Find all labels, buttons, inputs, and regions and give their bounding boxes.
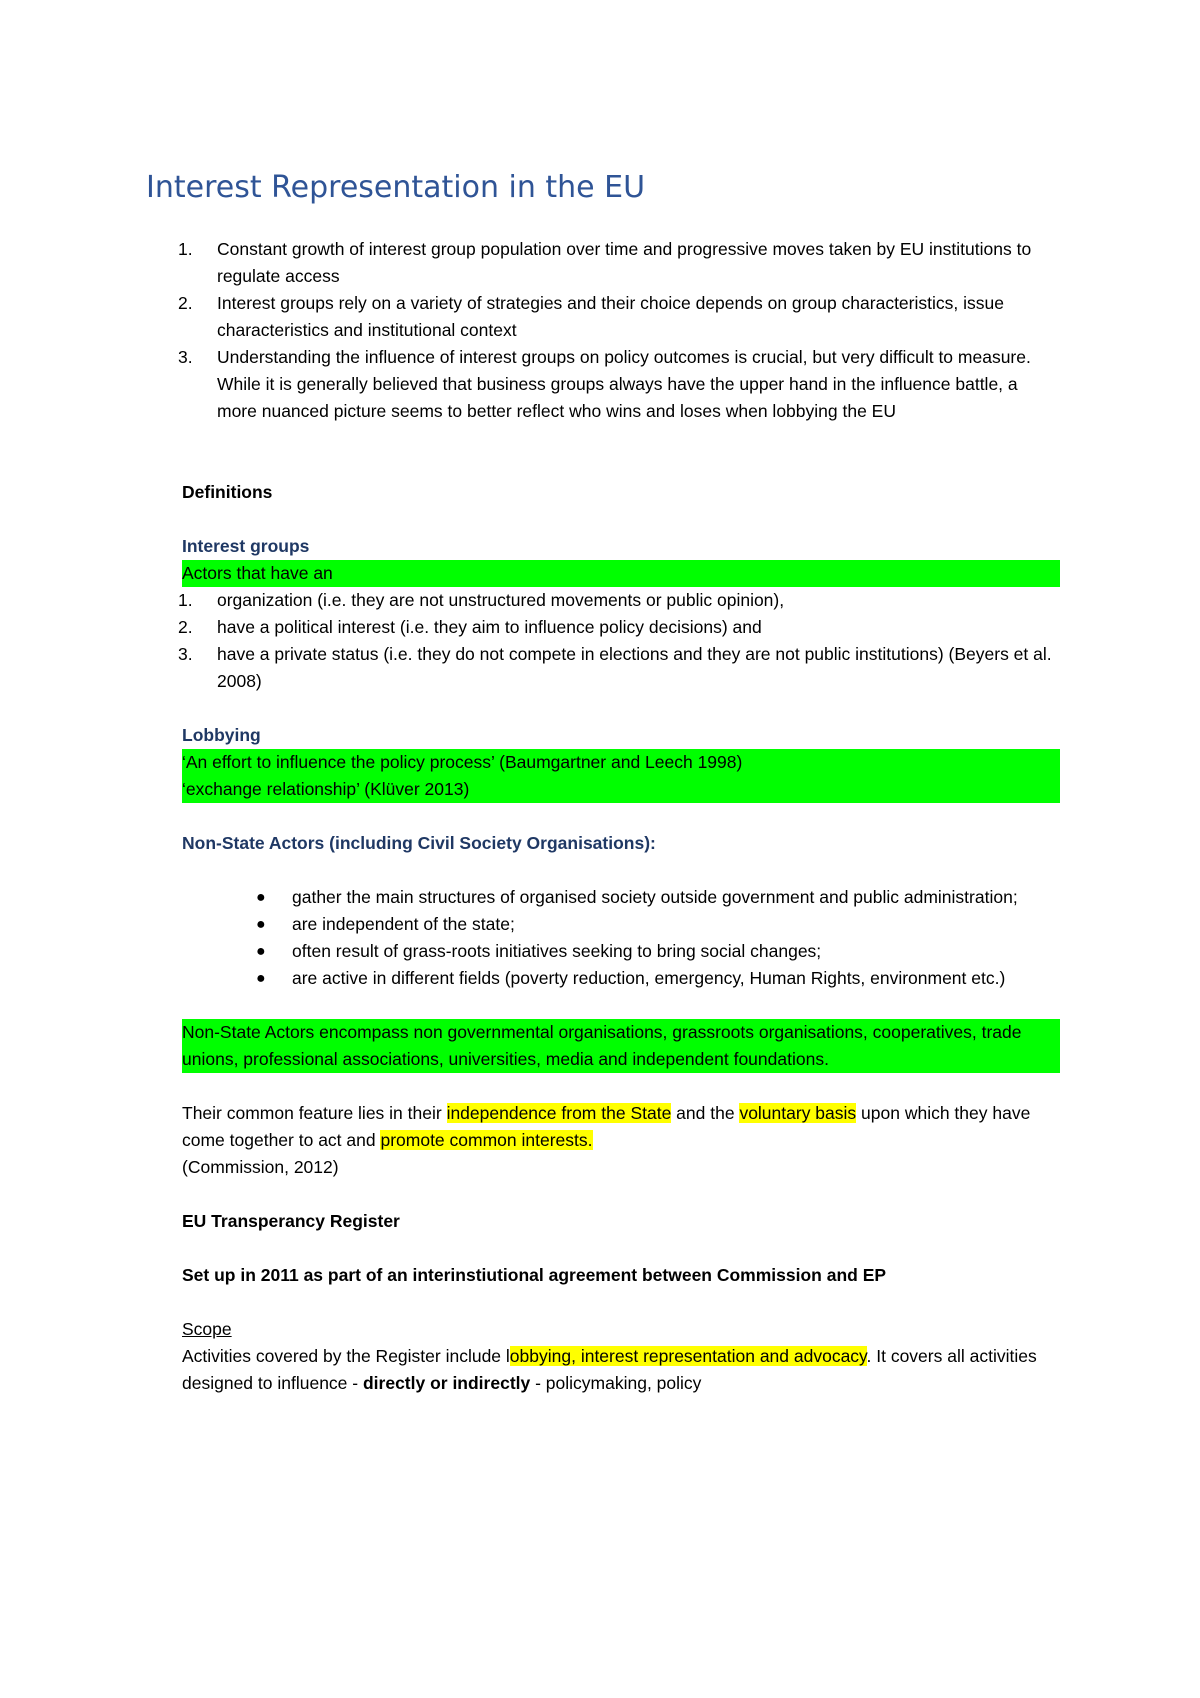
list-item: [144, 587, 1062, 614]
list-text: often result of grass-roots initiatives seeking to bring social changes;: [292, 941, 822, 961]
bullet-icon: ●: [256, 889, 266, 906]
scope-label: Scope: [182, 1319, 232, 1339]
text-run: upon which they have come together to act and: [182, 1103, 1031, 1150]
list-item: [144, 344, 1062, 425]
list-number: 3.: [178, 644, 193, 664]
list-text: Interest groups rely on a variety of strategies and their choice depends on group characteristics, issue characteristics and institutional context: [217, 293, 1004, 340]
highlight-independence: independence from the State: [446, 1103, 672, 1123]
text-run: Activities covered by the Register include l: [182, 1346, 510, 1366]
text-run: - policymaking, policy: [530, 1373, 702, 1393]
non-state-heading-bold: Non-State Actors: [182, 833, 325, 853]
register-setup: Set up in 2011 as part of an interinstiutional agreement between Commission and EP: [182, 1265, 887, 1285]
list-item: [164, 938, 1062, 965]
list-text: organization (i.e. they are not unstructured movements or public opinion),: [217, 590, 785, 610]
list-item: [144, 290, 1062, 344]
text-run: Their common feature lies in their: [182, 1103, 447, 1123]
lobbying-definitions: [182, 749, 1060, 803]
list-item: [144, 641, 1062, 695]
lobbying-definition-1: ‘An effort to influence the policy process’ (Baumgartner and Leech 1998): [182, 752, 743, 772]
text-run: . It covers all activities designed to influence -: [182, 1346, 1037, 1393]
scope-paragraph: [182, 1343, 1062, 1397]
list-item: [164, 911, 1062, 938]
list-text: have a political interest (i.e. they aim to influence policy decisions) and: [217, 617, 762, 637]
list-number: 1.: [178, 590, 193, 610]
bullet-icon: ●: [256, 970, 266, 987]
list-text: Understanding the influence of interest groups on policy outcomes is crucial, but very difficult to measure. While it is generally believed that business groups always have the upper hand in the influence battle, a more nuanced picture seems to better reflect who wins and loses when lobbying the EU: [217, 347, 1031, 421]
highlight-lobbying-activities: obbying, interest representation and advocacy: [509, 1346, 867, 1366]
page-title: Interest Representation in the EU: [146, 170, 646, 205]
list-number: 3.: [178, 347, 193, 367]
list-item: [164, 965, 1062, 992]
list-text: Constant growth of interest group population over time and progressive moves taken by EU institutions to regulate access: [217, 239, 1032, 286]
register-heading: EU Transperancy Register: [182, 1211, 400, 1231]
interest-groups-lead: Actors that have an: [182, 560, 1060, 587]
list-number: 1.: [178, 239, 193, 259]
interest-groups-list: [178, 587, 1062, 695]
highlight-common-interests: promote common interests.: [380, 1130, 593, 1150]
interest-groups-heading: Interest groups: [182, 536, 310, 556]
bold-directly-indirectly: directly or indirectly: [362, 1373, 531, 1393]
non-state-actors-highlight: Non-State Actors encompass non governmental organisations, grassroots organisations, cooperatives, trade unions, professional associations, universities, media and independent foundations.: [182, 1019, 1060, 1073]
text-run: and the: [671, 1103, 740, 1123]
non-state-actors-bullets: [182, 884, 1062, 992]
lobbying-heading: Lobbying: [182, 725, 261, 745]
list-item: [144, 236, 1062, 290]
commission-citation: (Commission, 2012): [182, 1157, 339, 1177]
non-state-heading-rest: (including Civil Society Organisations):: [324, 833, 656, 853]
list-number: 2.: [178, 617, 193, 637]
document-body: [178, 236, 1062, 1397]
list-text: gather the main structures of organised society outside government and public administration;: [292, 887, 1018, 907]
list-item: [164, 884, 1062, 911]
list-item: [144, 614, 1062, 641]
definitions-heading: Definitions: [182, 482, 273, 502]
bullet-icon: ●: [256, 916, 266, 933]
list-text: are active in different fields (poverty reduction, emergency, Human Rights, environment etc.): [292, 968, 1006, 988]
highlight-voluntary-basis: voluntary basis: [739, 1103, 857, 1123]
bullet-icon: ●: [256, 943, 266, 960]
list-text: have a private status (i.e. they do not compete in elections and they are not public institutions) (Beyers et al. 2008): [217, 644, 1052, 691]
lobbying-definition-2: ‘exchange relationship’ (Klüver 2013): [182, 779, 470, 799]
common-feature-paragraph: [182, 1100, 1062, 1154]
list-text: are independent of the state;: [292, 914, 515, 934]
non-state-actors-heading: [182, 830, 1062, 857]
list-number: 2.: [178, 293, 193, 313]
intro-list: [178, 236, 1062, 425]
